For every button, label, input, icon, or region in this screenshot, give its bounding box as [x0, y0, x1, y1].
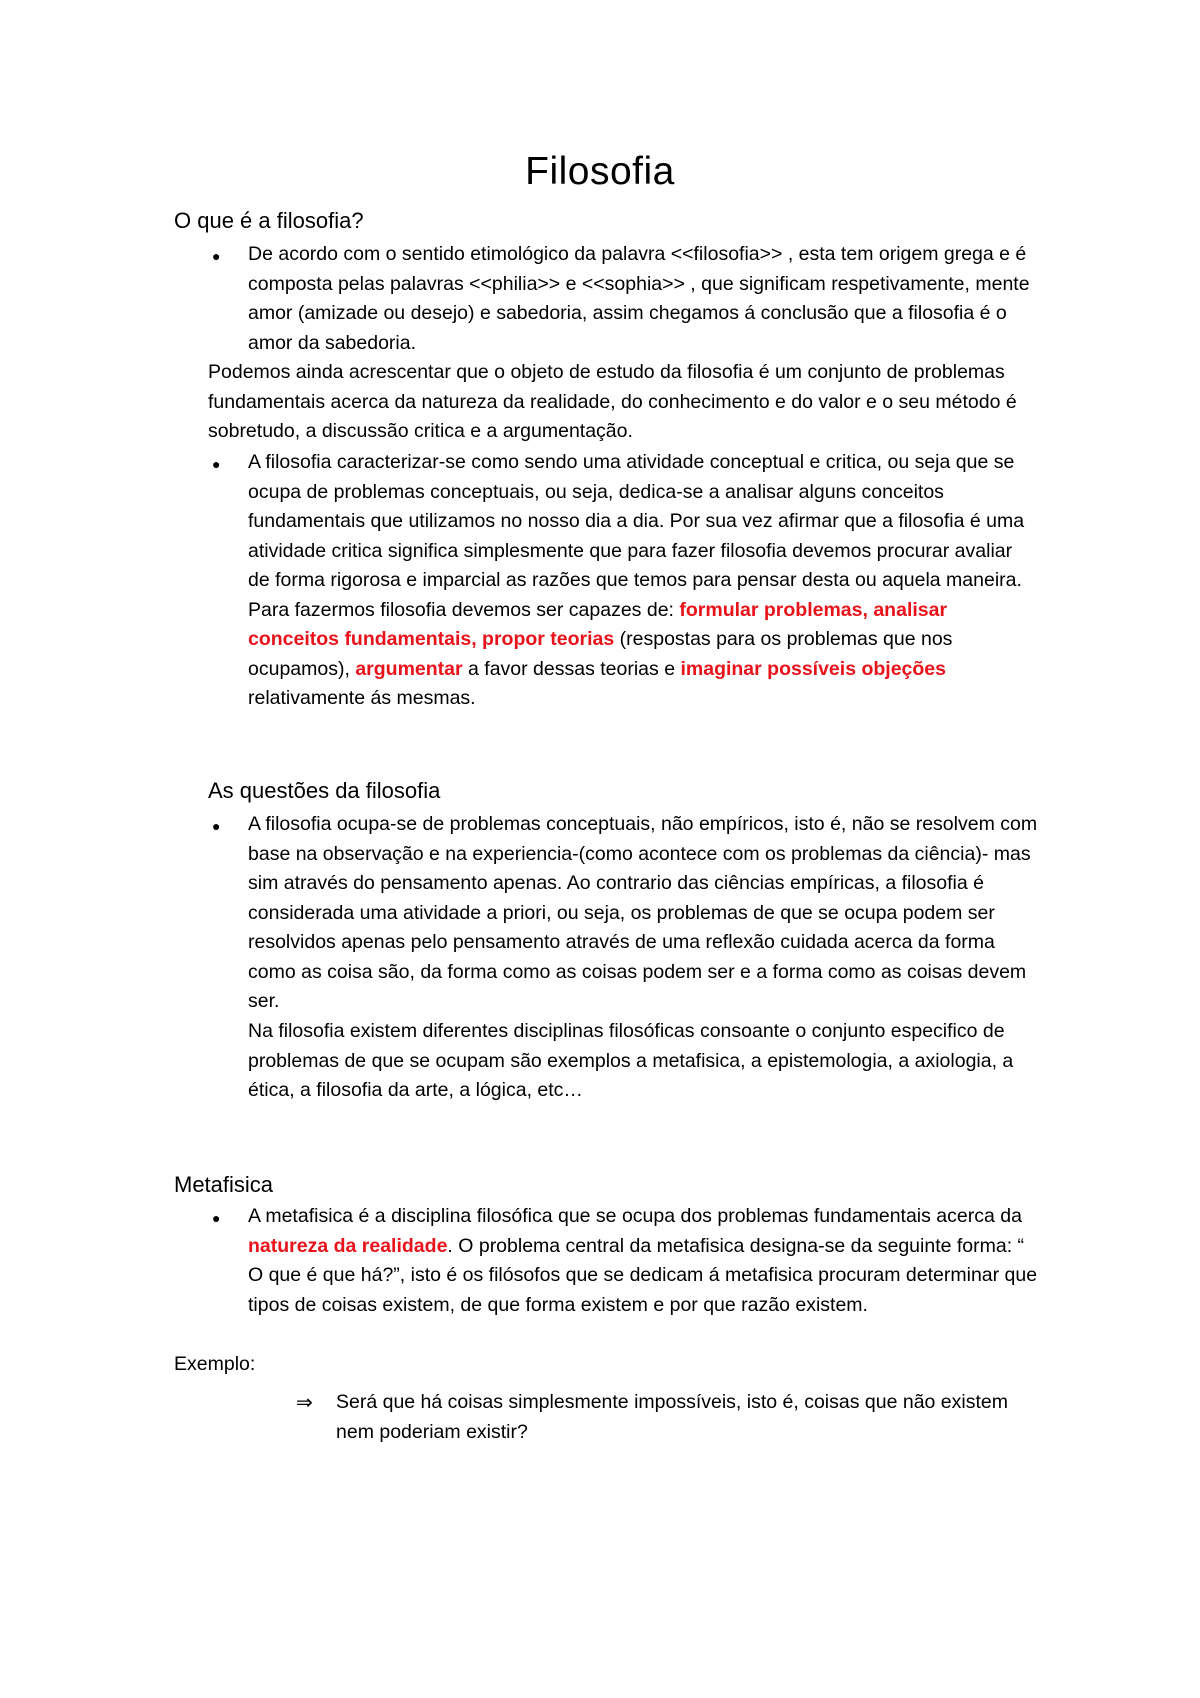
section-heading-what-is-philosophy: O que é a filosofia? [174, 208, 364, 233]
highlight-argue: argumentar [355, 657, 463, 680]
text-run: A filosofia caracterizar-se como sendo uma atividade conceptual e critica, ou seja que se ocupa de problemas conceptuais, ou seja, dedica-se a analisar alguns conceitos fundamentais que utilizamos no nosso dia a dia. Por sua vez afirmar que a filosofia é uma atividade critica significa simplesmente que para fazer filosofia devemos procurar avaliar de forma rigorosa e imparcial as razões que temos para pensar desta ou aquela maneira. Para fazermos filosofia devemos ser capazes de: [248, 451, 1025, 621]
bullet-paragraph-etymology: De acordo com o sentido etimológico da palavra <<filosofia>> , esta tem origem grega e é composta pelas palavras <<philia>> e <<sophia>> , que significam respetivamente, mente amor (amizade ou desejo) e sabedoria, assim chegamos á conclusão que a filosofia é o amor da sabedoria. [248, 243, 1030, 354]
bullet-icon: ● [212, 1210, 221, 1226]
text-run: relativamente ás mesmas. [248, 687, 476, 709]
arrow-right-icon: ⇒ [296, 1392, 313, 1414]
highlight-objections: imaginar possíveis objeções [680, 657, 946, 680]
bullet-icon: ● [212, 248, 221, 264]
bullet-icon: ● [212, 456, 221, 472]
section-heading-questions: As questões da filosofia [208, 778, 441, 803]
highlight-nature-of-reality: natureza da realidade [248, 1234, 448, 1257]
text-run: (respostas para os problemas que nos ocupamos), [248, 628, 953, 680]
example-label: Exemplo: [174, 1353, 256, 1375]
bullet-icon: ● [212, 818, 221, 834]
bullet-paragraph-conceptual-problems: A filosofia ocupa-se de problemas conceptuais, não empíricos, isto é, não se resolvem com base na observação e na experiencia-(como acontece com os problemas da ciência)- mas sim através do pensamento apenas. Ao contrario das ciências empíricas, a filosofia é considerada uma atividade a priori, ou seja, os problemas de que se ocupa podem ser resolvidos apenas pelo pensamento através de uma reflexão cuidada acerca da forma como as coisa são, da forma como as coisas podem ser e a forma como as coisas devem ser. [248, 813, 1038, 1012]
text-run: a favor dessas teorias e [462, 657, 681, 680]
text-run: . O problema central da metafisica designa-se da seguinte forma: “ O que é que há?”, isto é os filósofos que se dedicam á metafisica procuram determinar que tipos de coisas existem, de que forma existem e por que razão existem. [248, 1234, 1038, 1316]
bullet-paragraph-conceptual-activity [248, 448, 1038, 714]
example-item: Será que há coisas simplesmente impossíveis, isto é, coisas que não existem nem poderiam existir? [336, 1391, 1008, 1443]
paragraph-disciplines: Na filosofia existem diferentes disciplinas filosóficas consoante o conjunto especifico de problemas de que se ocupam são exemplos a metafisica, a epistemologia, a axiologia, a ética, a filosofia da arte, a lógica, etc… [248, 1020, 1014, 1101]
section-heading-metaphysics: Metafisica [174, 1172, 274, 1197]
highlight-skills: formular problemas, analisar conceitos fundamentais, propor teorias [248, 598, 948, 650]
paragraph-object-of-study: Podemos ainda acrescentar que o objeto de estudo da filosofia é um conjunto de problemas fundamentais acerca da natureza da realidade, do conhecimento e do valor e o seu método é sobretudo, a discussão critica e a argumentação. [208, 361, 1017, 442]
bullet-paragraph-metaphysics [248, 1202, 1038, 1320]
document-title: Filosofia [525, 150, 675, 193]
text-run: A metafisica é a disciplina filosófica que se ocupa dos problemas fundamentais acerca da [248, 1205, 1022, 1227]
